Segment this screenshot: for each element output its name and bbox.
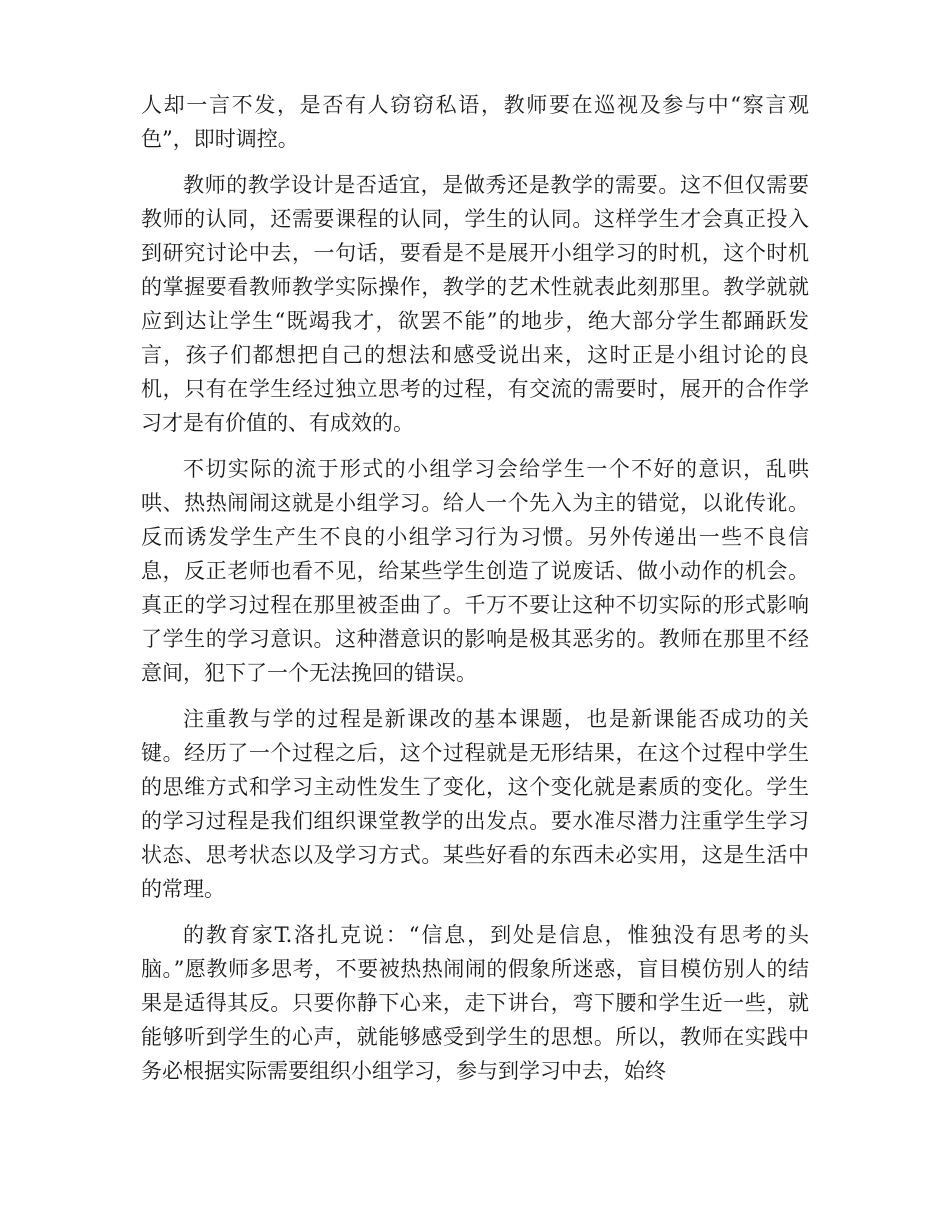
paragraph-formalism: 不切实际的流于形式的小组学习会给学生一个不好的意识，乱哄哄、热热闹闹这就是小组学习。给人一个先入为主的错觉，以讹传讹。反而诱发学生产生不良的小组学习行为习惯。另外传递出一些不良信息，反正老师也看不见，给某些学生创造了说废话、做小动作的机会。真正的学习过程在那里被歪曲了。千万不要让这种不切实际的形式影响了学生的学习意识。这种潜意识的影响是极其恶劣的。教师在那里不经意间，犯下了一个无法挽回的错误。: [141, 457, 809, 685]
paragraph-continued: 人却一言不发，是否有人窃窃私语，教师要在巡视及参与中“察言观色”，即时调控。: [141, 93, 809, 151]
paragraph-learning-process: 注重教与学的过程是新课改的基本课题，也是新课能否成功的关键。经历了一个过程之后，这个过程就是无形结果，在这个过程中学生的思维方式和学习主动性发生了变化，这个变化就是素质的变化。学生的学习过程是我们组织课堂教学的出发点。要水准尽潜力注重学生学习状态、思考状态以及学习方式。某些好看的东西未必实用，这是生活中的常理。: [141, 707, 809, 901]
paragraph-educator-quote: 的教育家T.洛扎克说：“信息，到处是信息，惟独没有思考的头脑。”愿教师多思考，不要被热热闹闹的假象所迷惑，盲目模仿别人的结果是适得其反。只要你静下心来，走下讲台，弯下腰和学生近一些，就能够听到学生的心声，就能够感受到学生的思想。所以，教师在实践中务必根据实际需要组织小组学习，参与到学习中去，始终: [141, 923, 809, 1083]
paragraph-teaching-design: 教师的教学设计是否适宜，是做秀还是教学的需要。这不但仅需要教师的认同，还需要课程的认同，学生的认同。这样学生才会真正投入到研究讨论中去，一句话，要看是不是展开小组学习的时机，这个时机的掌握要看教师教学实际操作，教学的艺术性就表此刻那里。教学就就应到达让学生“既竭我才，欲罢不能”的地步，绝大部分学生都踊跃发言，孩子们都想把自己的想法和感受说出来，这时正是小组讨论的良机，只有在学生经过独立思考的过程，有交流的需要时，展开的合作学习才是有价值的、有成效的。: [141, 173, 809, 435]
document-body: [141, 88, 809, 1100]
